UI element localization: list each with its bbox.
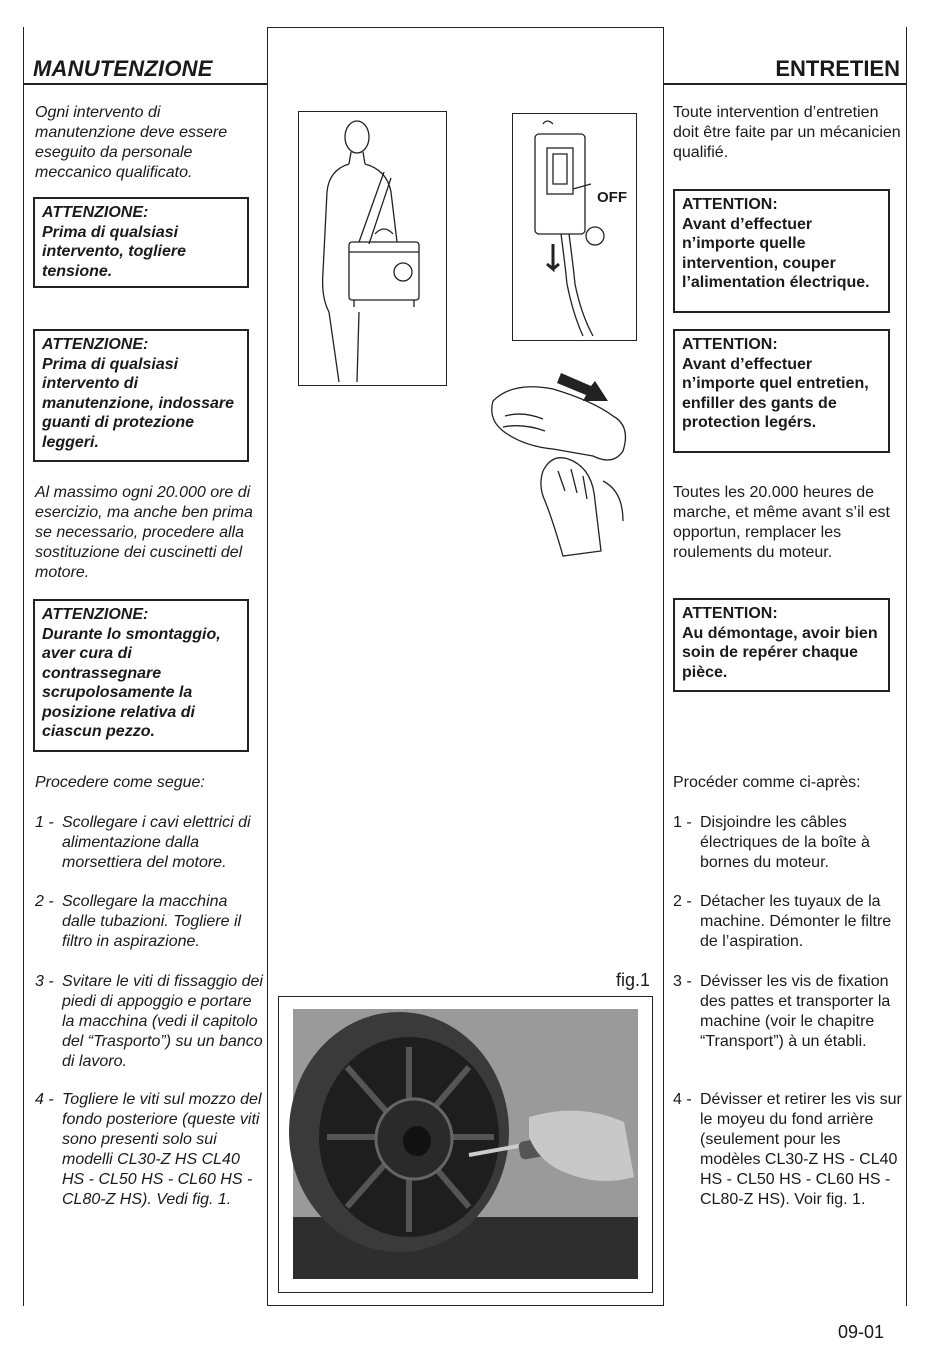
italian-step	[35, 1090, 263, 1210]
switch-illustration	[512, 113, 637, 341]
french-procedure-heading: Procéder comme ci-après:	[673, 774, 861, 791]
french-warning-disassembly: ATTENTION: Au démontage, avoir bien soin de repérer chaque pièce.	[673, 598, 890, 692]
french-intro: Toute intervention d’entretien doit être faite par un mécanicien qualifié.	[673, 104, 901, 161]
gloves-illustration	[483, 361, 633, 561]
illustration-panel	[267, 27, 664, 1306]
italian-warning-disassembly: ATTENZIONE: Durante lo smontaggio, aver cura di contrassegnare scrupolosamente la posizione relativa di ciascun pezzo.	[33, 599, 249, 752]
french-warning-power: ATTENTION: Avant d’effectuer n’importe quelle intervention, couper l’alimentation électrique.	[673, 189, 890, 313]
french-step	[673, 1090, 903, 1210]
step-text: Scollegare i cavi elettrici di alimentazione dalla morsettiera del motore.	[62, 814, 251, 871]
italian-step	[35, 972, 263, 1072]
step-number: 1 -	[673, 814, 692, 831]
french-step	[673, 892, 903, 952]
step-text: Dévisser les vis de fixation des pattes et transporter la machine (voir le chapitre “Transport”) à un établi.	[700, 973, 891, 1050]
step-number: 3 -	[673, 973, 692, 990]
figure-1-photo	[278, 996, 653, 1293]
step-text: Disjoindre les câbles électriques de la boîte à bornes du moteur.	[700, 814, 870, 871]
switch-off-label: OFF	[597, 189, 627, 206]
french-warning-gloves: ATTENTION: Avant d’effectuer n’importe quel entretien, enfiller des gants de protection legérs.	[673, 329, 890, 453]
motor-screwdriver-photo-icon	[279, 997, 652, 1292]
step-text: Togliere le viti sul mozzo del fondo posteriore (queste viti sono presenti solo sui modelli CL30-Z HS CL40 HS - CL50 HS - CL60 HS - CL80-Z HS). Vedi fig. 1.	[62, 1091, 262, 1208]
step-number: 1 -	[35, 814, 54, 831]
page-title-french: ENTRETIEN	[775, 56, 900, 81]
italian-bearings-text: Al massimo ogni 20.000 ore di esercizio, ma anche ben prima se necessario, procedere alla sostituzione dei cuscinetti del motore.	[35, 484, 253, 581]
step-number: 3 -	[35, 973, 54, 990]
step-text: Détacher les tuyaux de la machine. Démonter le filtre de l’aspiration.	[700, 893, 892, 950]
step-number: 4 -	[673, 1091, 692, 1108]
step-number: 4 -	[35, 1091, 54, 1108]
french-bearings-text: Toutes les 20.000 heures de marche, et même avant s’il est opportun, remplacer les roulements du moteur.	[673, 484, 890, 561]
page-title-italian: MANUTENZIONE	[33, 56, 213, 81]
page-number: 09-01	[837, 1322, 884, 1342]
step-text: Dévisser et retirer les vis sur le moyeu du fond arrière (seulement pour les modèles CL30-Z HS - CL40 HS - CL50 HS - CL60 HS - CL80-Z HS). Voir fig. 1.	[700, 1091, 902, 1208]
italian-step	[35, 813, 263, 873]
italian-warning-power: ATTENZIONE: Prima di qualsiasi intervento, togliere tensione.	[33, 197, 249, 288]
french-step	[673, 813, 903, 873]
protective-gloves-icon	[483, 361, 633, 561]
mechanic-illustration	[298, 111, 447, 386]
power-switch-icon	[513, 114, 636, 340]
step-text: Scollegare la macchina dalle tubazioni. Togliere il filtro in aspirazione.	[62, 893, 242, 950]
step-number: 2 -	[35, 893, 54, 910]
italian-intro: Ogni intervento di manutenzione deve essere eseguito da personale meccanico qualificato.	[35, 104, 228, 181]
french-step	[673, 972, 903, 1052]
step-text: Svitare le viti di fissaggio dei piedi di appoggio e portare la macchina (vedi il capitolo del “Trasporto”) su un banco di lavoro.	[62, 973, 263, 1070]
figure-caption: fig.1	[616, 970, 651, 990]
step-number: 2 -	[673, 893, 692, 910]
right-margin-line	[906, 27, 907, 1306]
mechanic-with-toolbox-icon	[299, 112, 446, 385]
italian-warning-gloves: ATTENZIONE: Prima di qualsiasi intervento di manutenzione, indossare guanti di protezione leggeri.	[33, 329, 249, 462]
left-margin-line	[23, 27, 24, 1306]
italian-procedure-heading: Procedere come segue:	[35, 774, 205, 791]
italian-step	[35, 892, 263, 952]
